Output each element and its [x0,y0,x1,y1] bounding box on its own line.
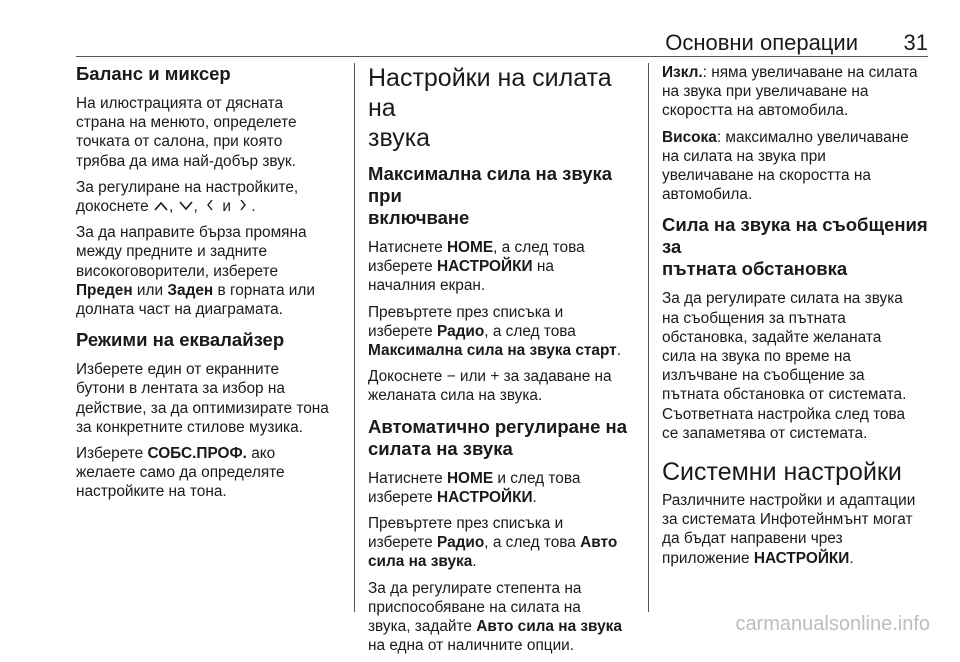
watermark: carmanualsonline.info [735,613,930,635]
paragraph-scroll-radio-2: Превъртете през списъка и изберете Радио, а след това Авто сила на звука. [368,515,618,571]
paragraph-balance-intro: На илюстрацията от дясната страна на менюто, определете точката от салона, при която трябва да има най-добър звук. [76,95,297,170]
column-middle [368,63,634,662]
paragraph-traffic-volume: За да регулирате силата на звука на съобщения за пътната обстановка, задайте желаната сила на звука по време на излъчване на съобщение за пътната обстановка от системата. Съответната настройка след това се запаметява от системата. [662,290,907,442]
paragraph-system-settings: Различните настройки и адаптации за системата Инфотейнмънт могат да бъдат направени чрез приложение НАСТРОЙКИ. [662,492,916,567]
heading-volume-settings: Настройки на силата на звука [368,64,612,152]
minus-icon: − [446,368,456,386]
plus-icon: + [490,368,500,386]
chevron-down-icon [178,197,194,216]
heading-max-startup-volume: Максимална сила на звука при включване [368,163,613,228]
chevron-up-icon [153,197,169,216]
paragraph-equalizer: Изберете един от екранните бутони в лентата за избор на действие, за да оптимизирате тона за конкретните стилове музика. [76,361,329,436]
paragraph-option-high: Висока: максимално увеличаване на силата на звука при увеличаване на скоростта на автомобила. [662,128,909,204]
paragraph-scroll-radio: Превъртете през списъка и изберете Радио, а след това Максимална сила на звука старт. [368,303,622,360]
chevron-right-icon [235,197,251,216]
paragraph-press-home: Натиснете HOME, а след това изберете НАСТРОЙКИ на началния екран. [368,239,585,295]
page-title: Основни операции [665,30,858,55]
paragraph-front-rear: За да направите бърза промяна между предните и задните високоговорители, изберете Преден или Заден в горната или долната част на диаграмата. [76,224,315,319]
heading-traffic-volume: Сила на звука на съобщения за пътната обстановка [662,214,928,280]
column-divider-left [354,63,355,612]
paragraph-auto-volume-options: За да регулирате степента на приспособяване на силата на звука, задайте Авто сила на звука на една от наличните опции. [368,579,622,655]
column-right [662,63,930,575]
header-divider [76,56,928,57]
paragraph-press-home-2: Натиснете HOME и след това изберете НАСТРОЙКИ. [368,469,581,506]
heading-equalizer: Режими на еквалайзер [76,329,285,351]
heading-system-settings: Системни настройки [662,458,902,487]
paragraph-custom: Изберете СОБС.ПРОФ. ако желаете само да определяте настройките на тона. [76,445,285,501]
page-number: 31 [903,30,928,55]
paragraph-minus-plus: Докоснете − или + за задаване на желаната сила на звука. [368,368,612,405]
heading-auto-volume: Автоматично регулиране на силата на звука [368,415,627,459]
page-header [76,0,928,56]
paragraph-option-off: Изкл.: няма увеличаване на силата на звука при увеличаване на скоростта на автомобила. [662,64,918,120]
column-left [76,63,346,509]
chevron-left-icon [202,197,218,216]
paragraph-balance-touch: За регулиране на настройките, докоснете , , и . [76,178,299,216]
column-divider-right [648,63,649,612]
heading-balance: Баланс и миксер [76,63,231,84]
